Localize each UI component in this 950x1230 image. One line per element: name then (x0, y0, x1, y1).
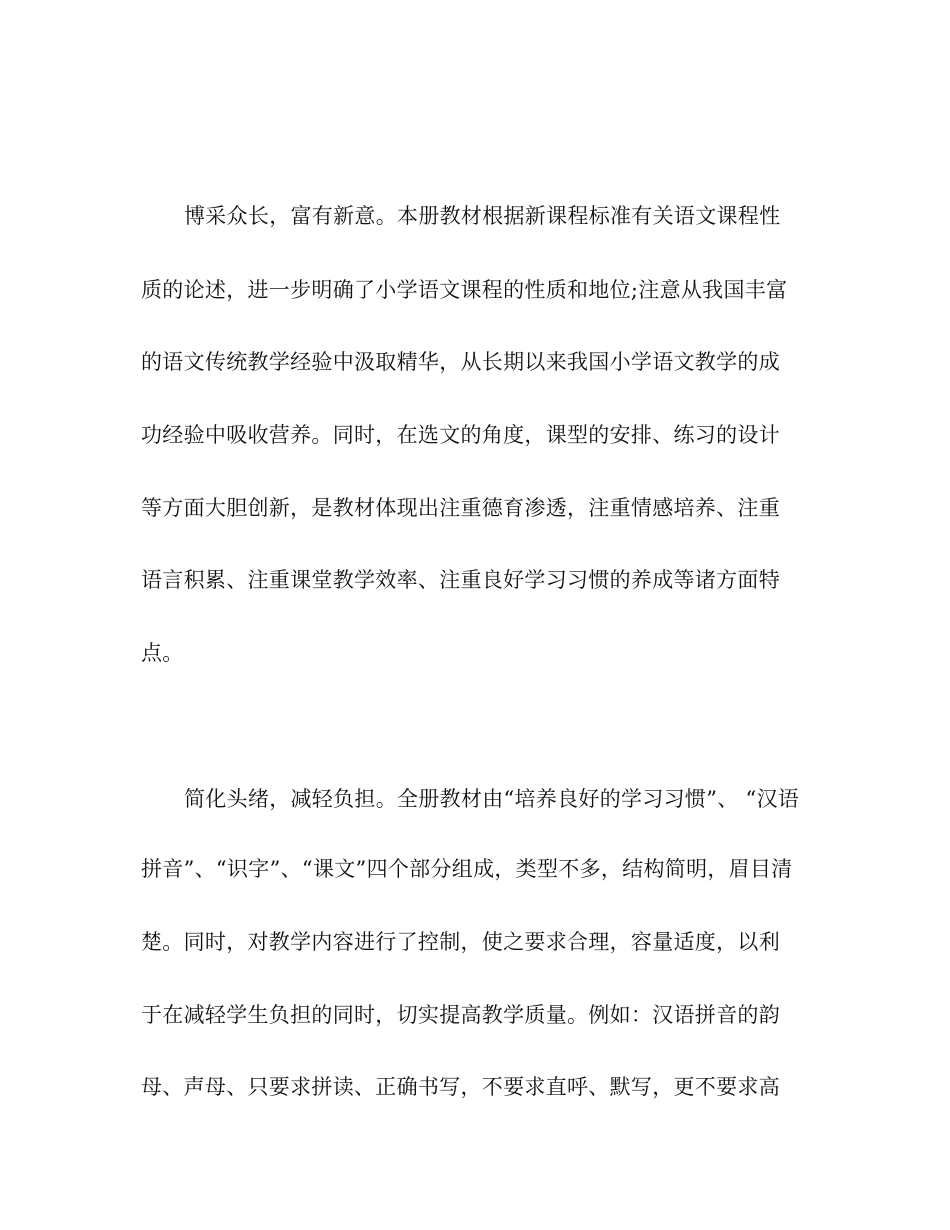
paragraph-line: 功经验中吸收营养。同时，在选文的角度，课型的安排、练习的设计 (141, 423, 780, 447)
paragraph-line: 等方面大胆创新，是教材体现出注重德育渗透，注重情感培养、注重 (141, 496, 780, 520)
paragraph-line: 点。 (141, 641, 184, 665)
paragraph-line: 博采众长，富有新意。本册教材根据新课程标准有关语文课程性 (184, 204, 781, 228)
paragraph-line: 于在减轻学生负担的同时，切实提高教学质量。例如：汉语拼音的韵 (141, 1003, 780, 1027)
paragraph-line: 简化头绪，减轻负担。全册教材由“培养良好的学习习惯”、 “汉语 (184, 787, 800, 811)
paragraph-line: 拼音”、“识字”、“课文”四个部分组成，类型不多，结构简明，眉目清 (141, 857, 793, 881)
paragraph-line: 语言积累、注重课堂教学效率、注重良好学习习惯的养成等诸方面特 (141, 568, 780, 592)
paragraph-line: 质的论述，进一步明确了小学语文课程的性质和地位;注意从我国丰富 (141, 278, 788, 302)
paragraph-line: 的语文传统教学经验中汲取精华，从长期以来我国小学语文教学的成 (141, 350, 780, 374)
paragraph-line: 楚。同时，对教学内容进行了控制，使之要求合理，容量适度，以利 (141, 930, 780, 954)
paragraph-line: 母、声母、只要求拼读、正确书写，不要求直呼、默写，更不要求高 (141, 1075, 780, 1099)
